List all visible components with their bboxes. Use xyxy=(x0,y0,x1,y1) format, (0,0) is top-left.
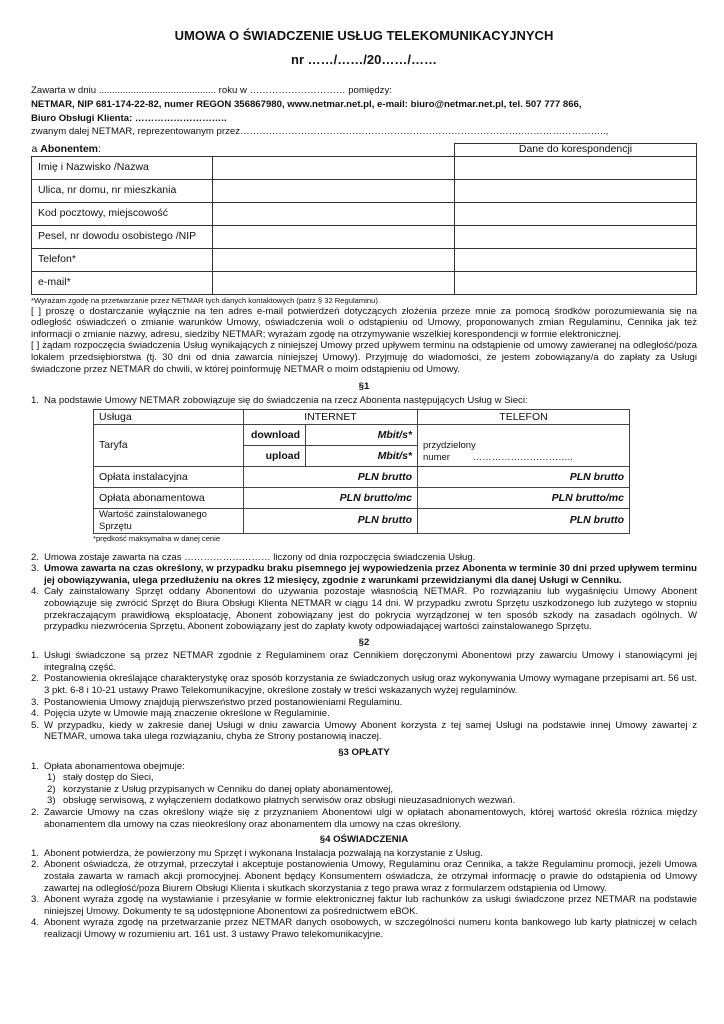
field-label-pesel: Pesel, nr dowodu osobistego /NIP xyxy=(32,225,213,248)
svc-monthly-internet[interactable]: PLN brutto/mc xyxy=(244,488,418,509)
s2-item-5: 5. W przypadku, kiedy w zakresie danej Usługi w dniu zawarcia Umowy Abonent korzysta z tej samej Usługi na podstawie innej Umowy zawartej z NETMAR, umowa taka ulega rozwiązaniu, chyba że Strony postanowią inaczej. xyxy=(31,719,697,743)
svc-upload-label: upload xyxy=(244,446,306,467)
field-address[interactable] xyxy=(213,179,455,202)
svc-monthly-phone[interactable]: PLN brutto/mc xyxy=(418,488,630,509)
document-title: UMOWA O ŚWIADCZENIE USŁUG TELEKOMUNIKACYJNYCH xyxy=(174,28,554,43)
svc-equipment-phone[interactable]: PLN brutto xyxy=(418,509,630,533)
s4-item-3: 3. Abonent wyraża zgodę na wystawianie i przesyłanie w formie elektronicznej faktur lub rachunków za usługi świadczone przez NETMAR na podstawie niniejszej Umowy. Dokumenty te są udostępnione Abonentowi za pośrednictwem eBOK. xyxy=(31,894,697,917)
intro-company-line: NETMAR, NIP 681-174-22-82, numer REGON 356867980, www.netmar.net.pl, e-mail: biuro@netmar.net.pl, tel. 507 777 866, xyxy=(31,99,582,110)
subscriber-label: a Abonentem: xyxy=(32,144,455,157)
section-3-title: §3 OPŁATY xyxy=(338,747,390,759)
consent-email[interactable]: [ ] proszę o dostarczanie wyłącznie na ten adres e-mail potwierdzeń dotyczących złożenia przeze mnie za pomocą środków porozumiewania się na odległość oświadczeń o zmianie warunków Umowy, oświadczenia woli o odstąpieniu od Umowy, proponowanych zmian Regulaminu, Cennika jak też informacji o zmianie nazwy, adresu, siedziby NETMAR; wyrażam zgodę na otrzymywanie wszelkiej korespondencji w formie elektronicznej. xyxy=(31,305,697,340)
svc-equipment-internet[interactable]: PLN brutto xyxy=(244,509,418,533)
svc-install-phone[interactable]: PLN brutto xyxy=(418,467,630,488)
svc-tariff-label: Taryfa xyxy=(94,425,244,467)
field-label-name: Imię i Nazwisko /Nazwa xyxy=(32,156,213,179)
services-table xyxy=(93,409,630,533)
s4-item-1: 1. Abonent potwierdza, że powierzony mu Sprzęt i wykonana Instalacja pozwalają na korzystanie z Usług. xyxy=(31,847,483,859)
field-phone[interactable] xyxy=(213,248,455,271)
corr-field-name[interactable] xyxy=(455,156,697,179)
field-email[interactable] xyxy=(213,271,455,294)
field-label-address: Ulica, nr domu, nr mieszkania xyxy=(32,179,213,202)
corr-field-email[interactable] xyxy=(455,271,697,294)
consent-early-start[interactable]: [ ] żądam rozpoczęcia świadczenia Usług wynikających z niniejszej Umowy przed upływem terminu na odstąpienie od umowy zawieranej na odległość/poza lokalem przedsiębiorstwa (tj. 30 dni od dnia zawarcia niniejszej Umowy). Przyjmuję do wiadomości, że jestem zobowiązany/a do zapłaty za Usługi świadczone przez NETMAR do chwili, w której poinformuję NETMAR o moim odstąpieniu od Umowy. xyxy=(31,340,697,375)
field-label-email: e-mail* xyxy=(32,271,213,294)
intro-representative-line: zwanym dalej NETMAR, reprezentowanym przez……………………………………………………………………………..…………………….., xyxy=(31,126,609,137)
s2-item-2: 2. Postanowienia określające charakterystykę oraz sposób korzystania ze świadczonych usług oraz wykonywania Umowy wymagane przepisami art. 56 ust. 3 pkt. 6-8 i 10-21 ustawy Prawo Telekomunikacyjne, określone zostały w treści wskazanych wyżej regulaminów. xyxy=(31,673,697,697)
s1-item-4: 4. Cały zainstalowany Sprzęt oddany Abonentowi do używania pozostaje własnością NETMAR. Po rozwiązaniu lub wygaśnięciu Umowy Abonent zobowiązuje się zwrócić Sprzęt do Biura Obsługi Klienta NETMAR w ciągu 14 dni. W przypadku zwrotu Sprzętu uszkodzonego lub zużytego w stopniu przekraczającym prawidłową eksploatację, Abonent zobowiązany jest do pokrycia wyrządzonej w ten sposób szkody na zasadach ogólnych. W przypadku niezwrócenia Sprzętu, Abonent zobowiązany jest do zapłaty kwoty odpowiadającej wartości zainstalowanego Sprzętu. xyxy=(31,586,697,633)
svc-install-internet[interactable]: PLN brutto xyxy=(244,467,418,488)
svc-header-phone: TELEFON xyxy=(418,410,630,425)
svc-download-label: download xyxy=(244,425,306,446)
s3-item-1: 1. Opłata abonamentowa obejmuje: xyxy=(31,760,185,772)
contract-number: nr ……/……/20……/…… xyxy=(291,52,437,67)
field-pesel[interactable] xyxy=(213,225,455,248)
s1-item-3: 3. Umowa zawarta na czas określony, w przypadku braku pisemnego jej wypowiedzenia przez Abonenta w terminie 30 dni przed upływem terminu jej obowiązywania, ulega przedłużeniu na okres 12 miesięcy, zgodnie z warunkami przewidzianymi dla danej Usługi w Cenniku. xyxy=(31,563,697,586)
corr-field-pesel[interactable] xyxy=(455,225,697,248)
section-1-title: §1 xyxy=(358,381,370,393)
correspondence-header: Dane do korespondencji xyxy=(455,144,697,157)
s4-item-2: 2. Abonent oświadcza, że otrzymał, przeczytał i akceptuje postanowienia Umowy, Regulaminu oraz Cennika, a także Regulaminu promocji, jeżeli Umowa została zawarta w ramach akcji promocyjnej. Abonent będący Konsumentem oświadcza, że otrzymał informację o prawie do odstąpienia od Umowy zawartej na odległość/poza Biurem Obsługi Klienta i skutkach skorzystania z tego prawa wraz z formularzem odstąpienia od Umowy. xyxy=(31,859,697,894)
field-postcode[interactable] xyxy=(213,202,455,225)
svc-phone-number[interactable]: przydzielony numer ………………………….. xyxy=(418,425,630,467)
s3-subitem-2: 2) korzystanie z Usług przypisanych w Cenniku do danej opłaty abonamentowej, xyxy=(47,783,394,795)
speed-footnote: *prędkość maksymalna w danej cenie xyxy=(93,533,221,543)
svc-header-service: Usługa xyxy=(94,410,244,425)
svc-monthly-label: Opłata abonamentowa xyxy=(94,488,244,509)
s2-item-3: 3. Postanowienia Umowy znajdują pierwszeństwo przed postanowieniami Regulaminu. xyxy=(31,696,403,708)
svc-upload-value[interactable]: Mbit/s* xyxy=(306,446,418,467)
corr-field-address[interactable] xyxy=(455,179,697,202)
field-name[interactable] xyxy=(213,156,455,179)
corr-field-phone[interactable] xyxy=(455,248,697,271)
svc-header-internet: INTERNET xyxy=(244,410,418,425)
svc-equipment-label: Wartość zainstalowanego Sprzętu xyxy=(94,509,244,533)
intro-date-line: Zawarta w dniu ............................................ roku w ………………………… pomiędzy: xyxy=(31,85,392,96)
section-2-title: §2 xyxy=(358,636,370,648)
subscriber-table xyxy=(31,143,697,295)
s3-item-2: 2. Zawarcie Umowy na czas określony wiąże się z przyznaniem Abonentowi ulgi w opłatach abonamentowych, której wartość określa różnica między abonamentem dla umowy na czas nieokreślony oraz abonamentem dla umowy na czas określony. xyxy=(31,807,697,830)
s1-item-2: 2. Umowa zostaje zawarta na czas ……………………… liczony od dnia rozpoczęcia świadczenia Usług. xyxy=(31,551,476,563)
field-label-postcode: Kod pocztowy, miejscowość xyxy=(32,202,213,225)
s3-subitem-3: 3) obsługę serwisową, z wyłączeniem dodatkowo płatnych serwisów oraz obsługi nieuzasadnionych wezwań. xyxy=(47,795,516,807)
corr-field-postcode[interactable] xyxy=(455,202,697,225)
svc-install-label: Opłata instalacyjna xyxy=(94,467,244,488)
field-label-phone: Telefon* xyxy=(32,248,213,271)
s3-subitem-1: 1) stały dostęp do Sieci, xyxy=(47,772,154,784)
s2-item-4: 4. Pojęcia użyte w Umowie mają znaczenie określone w Regulaminie. xyxy=(31,708,330,720)
intro xyxy=(31,84,697,137)
s4-item-4: 4. Abonent wyraża zgodę na przetwarzanie przez NETMAR danych osobowych, w szczególności numeru konta bankowego lub karty płatniczej w celach realizacji Umowy w rozumieniu art. 161 ust. 3 ustawy Prawo telekomunikacyjne. xyxy=(31,917,697,940)
contract-document xyxy=(31,0,697,941)
intro-office-line: Biuro Obsługi Klienta: ……………………….. xyxy=(31,113,227,124)
section-4-title: §4 OŚWIADCZENIA xyxy=(319,834,409,846)
svc-download-value[interactable]: Mbit/s* xyxy=(306,425,418,446)
s2-item-1: 1. Usługi świadczone są przez NETMAR zgodnie z Regulaminem oraz Cennikiem doręczonymi Abonentowi przy zawarciu Umowy i stanowiącymi jej integralną część. xyxy=(31,650,697,673)
s1-item-1: 1. Na podstawie Umowy NETMAR zobowiązuje się do świadczenia na rzecz Abonenta następujących Usług w Sieci: xyxy=(31,394,528,406)
consent-note: *Wyrażam zgodę na przetwarzanie przez NETMAR tych danych kontaktowych (patrz § 32 Regulaminu). xyxy=(31,295,380,305)
